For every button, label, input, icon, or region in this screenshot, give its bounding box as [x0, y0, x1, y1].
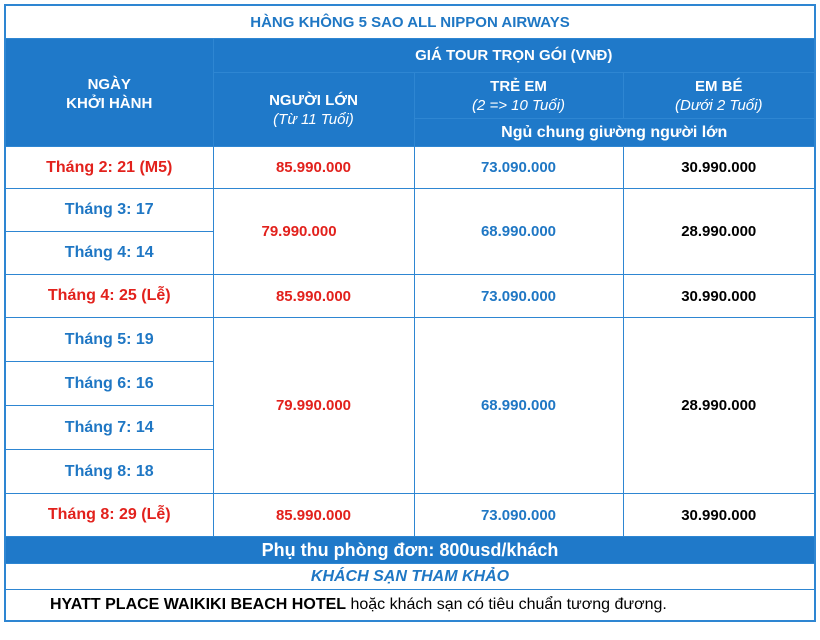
adult-price: 85.990.000	[213, 494, 414, 537]
table-row	[5, 318, 815, 362]
departure-date: Tháng 6: 16	[5, 362, 213, 406]
departure-date: Tháng 7: 14	[5, 406, 213, 450]
adult-price: 79.990.000	[213, 318, 414, 494]
departure-date: Tháng 3: 17	[5, 189, 213, 232]
baby-price: 30.990.000	[623, 494, 815, 537]
header-child-label: TRẺ EM	[490, 77, 547, 95]
baby-price: 28.990.000	[623, 189, 815, 275]
table-row	[5, 275, 815, 318]
baby-price: 28.990.000	[623, 318, 815, 494]
departure-date: Tháng 5: 19	[5, 318, 213, 362]
header-departure-date	[5, 39, 213, 147]
hotel-name: HYATT PLACE WAIKIKI BEACH HOTEL	[50, 596, 347, 613]
departure-date: Tháng 2: 21 (M5)	[5, 147, 213, 189]
single-room-surcharge: Phụ thu phòng đơn: 800usd/khách	[5, 537, 815, 564]
header-child	[414, 73, 623, 119]
child-price: 73.090.000	[414, 147, 623, 189]
header-child-sub: (2 => 10 Tuổi)	[471, 96, 566, 114]
adult-price: 79.990.000	[213, 189, 414, 275]
adult-price: 85.990.000	[213, 147, 414, 189]
hotel-reference-line	[5, 590, 815, 622]
adult-price: 85.990.000	[213, 275, 414, 318]
departure-date: Tháng 8: 18	[5, 450, 213, 494]
child-price: 68.990.000	[414, 318, 623, 494]
header-baby	[623, 73, 815, 119]
baby-price: 30.990.000	[623, 275, 815, 318]
header-baby-label: EM BÉ	[694, 77, 743, 95]
header-adult	[213, 73, 414, 147]
hotel-suffix: hoặc khách sạn có tiêu chuẩn tương đương.	[346, 596, 667, 613]
table-row	[5, 189, 815, 232]
header-adult-sub: (Từ 11 Tuổi)	[273, 110, 354, 128]
header-adult-label: NGƯỜI LỚN	[269, 91, 358, 109]
table-row	[5, 494, 815, 537]
header-date-line2: KHỞI HÀNH	[66, 94, 153, 112]
header-price-group: GIÁ TOUR TRỌN GÓI (VNĐ)	[213, 39, 815, 73]
departure-date: Tháng 4: 14	[5, 232, 213, 275]
table-title: HÀNG KHÔNG 5 SAO ALL NIPPON AIRWAYS	[5, 5, 815, 39]
departure-date: Tháng 4: 25 (Lễ)	[5, 275, 213, 318]
header-shared-bed: Ngủ chung giường người lớn	[414, 119, 815, 147]
tour-price-table	[4, 4, 816, 622]
baby-price: 30.990.000	[623, 147, 815, 189]
hotel-reference-title: KHÁCH SẠN THAM KHẢO	[5, 564, 815, 590]
header-date-line1: NGÀY	[87, 75, 131, 93]
child-price: 68.990.000	[414, 189, 623, 275]
header-baby-sub: (Dưới 2 Tuổi)	[675, 96, 763, 114]
child-price: 73.090.000	[414, 275, 623, 318]
departure-date: Tháng 8: 29 (Lễ)	[5, 494, 213, 537]
table-row	[5, 147, 815, 189]
child-price: 73.090.000	[414, 494, 623, 537]
